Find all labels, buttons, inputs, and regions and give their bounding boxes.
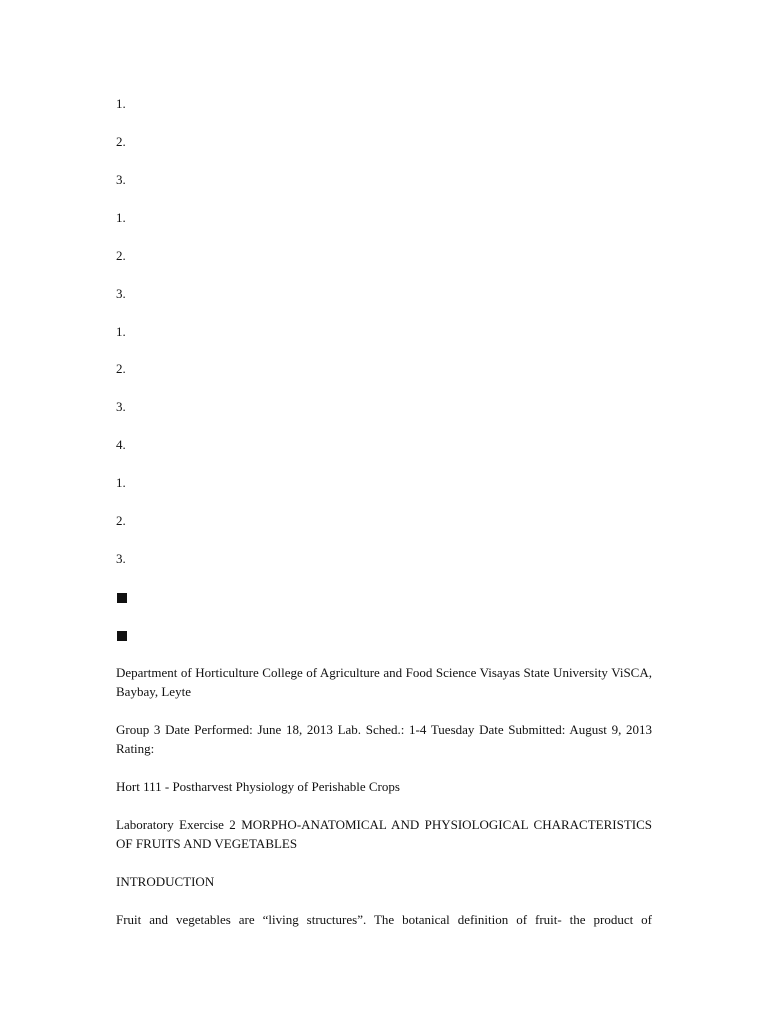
square-bullet-icon (117, 593, 127, 603)
list-number: 2. (116, 361, 126, 376)
list-number: 1. (116, 475, 126, 490)
section-heading: INTRODUCTION (116, 874, 215, 889)
list-number: 2. (116, 134, 126, 149)
course-title: Hort 111 - Postharvest Physiology of Perishable Crops (116, 779, 400, 794)
list-number: 1. (116, 96, 126, 111)
list-number: 4. (116, 437, 126, 452)
intro-paragraph: Fruit and vegetables are “living structures”. The botanical definition of fruit- the product of (116, 912, 652, 927)
list-number: 3. (116, 172, 126, 187)
list-number: 1. (116, 324, 126, 339)
group-info: Group 3 Date Performed: June 18, 2013 Lab. Sched.: 1-4 Tuesday Date Submitted: August 9, 2013 Rating: (116, 722, 652, 756)
exercise-title: Laboratory Exercise 2 MORPHO-ANATOMICAL AND PHYSIOLOGICAL CHARACTERISTICS OF FRUITS AND VEGETABLES (116, 817, 652, 851)
list-number: 1. (116, 210, 126, 225)
list-number: 2. (116, 248, 126, 263)
list-number: 2. (116, 513, 126, 528)
square-bullet-icon (117, 631, 127, 641)
list-number: 3. (116, 286, 126, 301)
department-heading: Department of Horticulture College of Agriculture and Food Science Visayas State University ViSCA, Baybay, Leyte (116, 665, 652, 699)
list-number: 3. (116, 399, 126, 414)
list-number: 3. (116, 551, 126, 566)
